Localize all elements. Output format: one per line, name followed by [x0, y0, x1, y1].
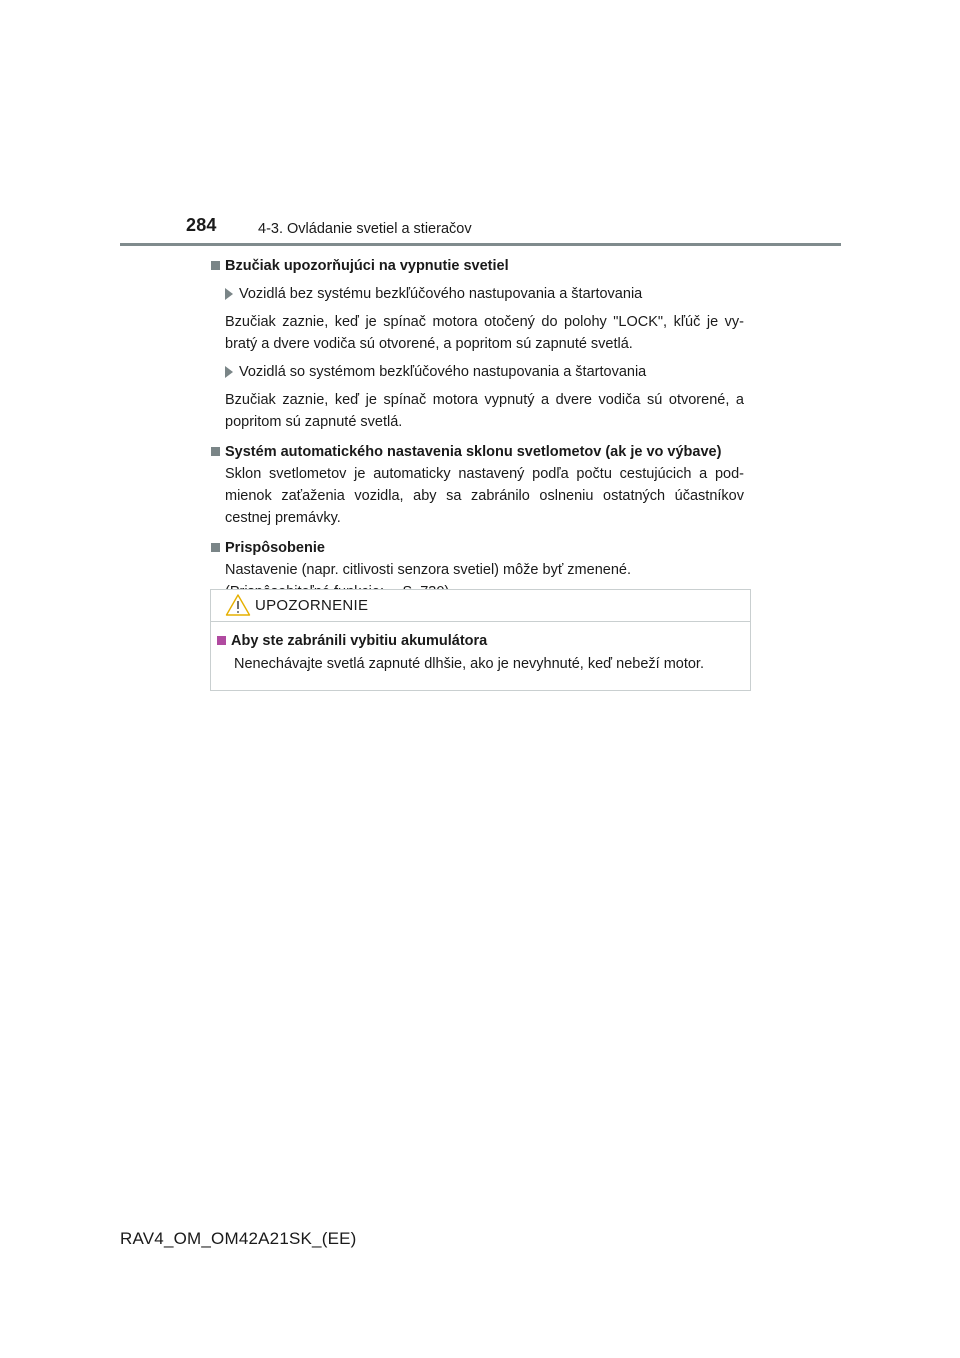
- sub-item-text: Vozidlá so systémom bezkľúčového nastupovania a štartovania: [239, 364, 647, 380]
- sub-item: [225, 283, 751, 305]
- paragraph: Sklon svetlometov je automaticky nastavený podľa počtu cestujúcich a pod-mienok zaťaženia vozidla, aby sa zabránilo oslneniu ostatných účastníkov cestnej premávky.: [225, 466, 744, 526]
- warning-triangle-icon: [225, 593, 251, 617]
- square-bullet-icon: [217, 636, 226, 645]
- warning-title: UPOZORNENIE: [255, 597, 369, 614]
- heading-text: Bzučiak upozorňujúci na vypnutie svetiel: [225, 258, 509, 274]
- square-bullet-icon: [211, 261, 220, 270]
- document-code: RAV4_OM_OM42A21SK_(EE): [120, 1229, 357, 1248]
- section-heading: [211, 537, 751, 559]
- sub-item-text: Vozidlá bez systému bezkľúčového nastupovania a štartovania: [239, 286, 643, 302]
- paragraph: Bzučiak zaznie, keď je spínač motora vypnutý a dvere vodiča sú otvorené, a popritom sú zapnuté svetlá.: [225, 392, 744, 430]
- section-heading: [211, 255, 751, 277]
- triangle-bullet-icon: [225, 288, 233, 300]
- section-title: 4-3. Ovládanie svetiel a stieračov: [258, 221, 472, 237]
- paragraph: Nastavenie (napr. citlivosti senzora svetiel) môže byť zmenené.: [225, 562, 631, 578]
- sub-item: [225, 361, 751, 383]
- header-divider: [120, 243, 841, 246]
- heading-text: Systém automatického nastavenia sklonu svetlometov (ak je vo výbave): [225, 444, 722, 460]
- warning-text: Nenechávajte svetlá zapnuté dlhšie, ako je nevyhnuté, keď nebeží motor.: [234, 656, 704, 672]
- triangle-bullet-icon: [225, 366, 233, 378]
- warning-body: [211, 622, 750, 675]
- heading-text: Prispôsobenie: [225, 540, 325, 556]
- square-bullet-icon: [211, 447, 220, 456]
- heading-text: Aby ste zabránili vybitiu akumulátora: [231, 633, 488, 649]
- square-bullet-icon: [211, 543, 220, 552]
- paragraph: Bzučiak zaznie, keď je spínač motora otočený do polohy "LOCK", kľúč je vy-bratý a dvere vodiča sú otvorené, a popritom sú zapnuté svetlá.: [225, 314, 744, 352]
- warning-heading: [217, 630, 750, 652]
- main-content: [211, 255, 751, 603]
- section-heading: [211, 441, 751, 463]
- warning-header: [211, 590, 750, 622]
- page-number: 284: [186, 215, 217, 235]
- warning-box: [210, 589, 751, 691]
